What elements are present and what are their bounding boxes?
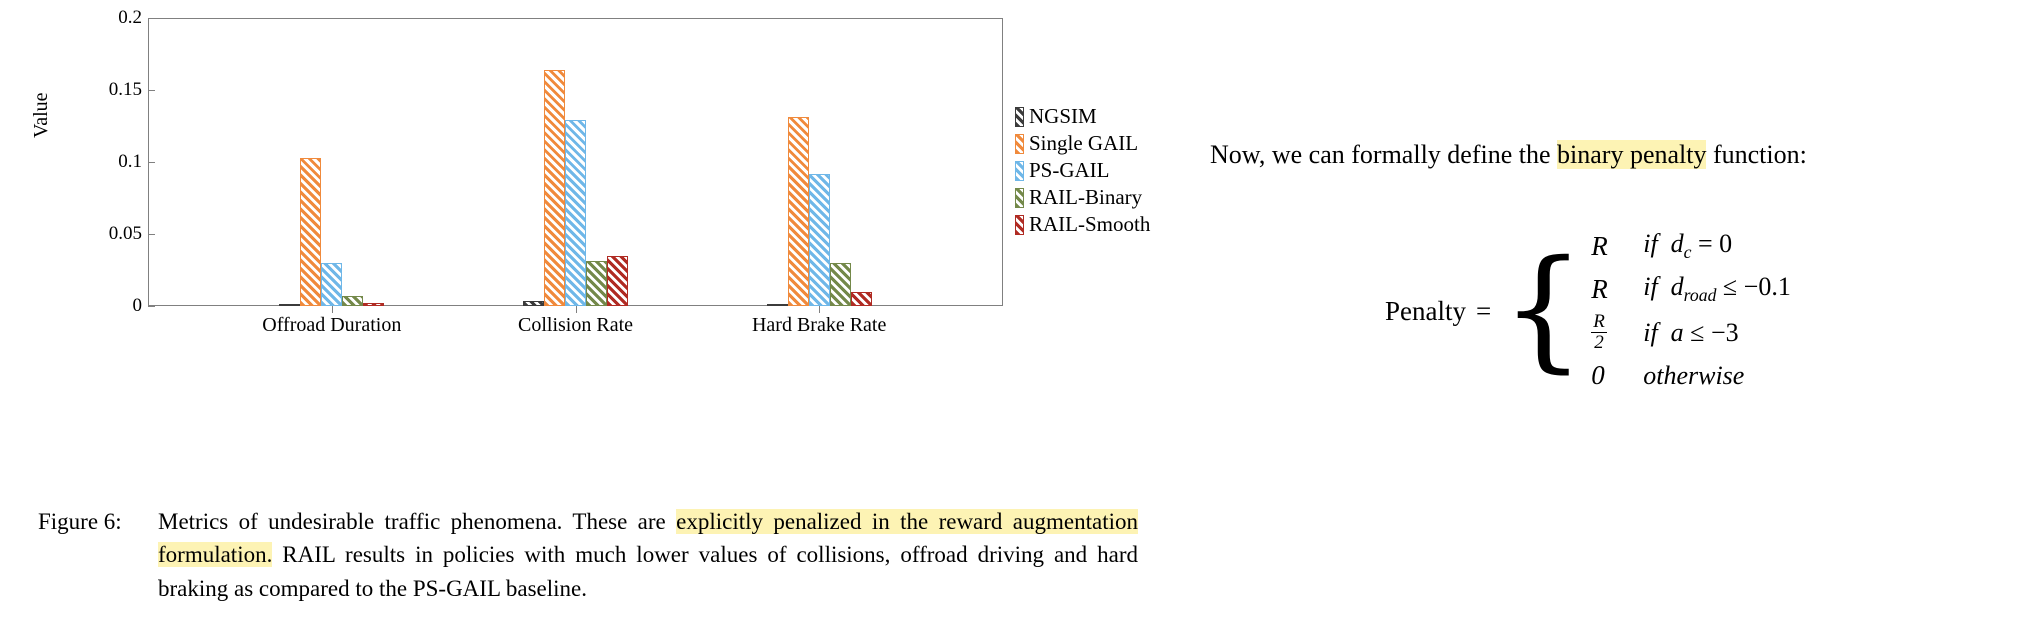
x-tick-label: Hard Brake Rate (751, 314, 887, 336)
equation-case-row (1591, 311, 1791, 354)
y-tick-mark (148, 234, 155, 235)
caption-text: Metrics of undesirable traffic phenomena. These are (158, 509, 677, 534)
legend-swatch (1015, 134, 1024, 154)
equation-case-row (1591, 354, 1791, 397)
intro-sentence (1210, 140, 1807, 170)
equation-case-condition: otherwise (1643, 360, 1745, 390)
intro-text-after: function: (1706, 140, 1807, 169)
caption-text: RAIL results in policies with much lower values of collisions, offroad driving and hard braking as compared to the PS-GAIL baseline. (158, 542, 1138, 601)
bar-group (767, 18, 872, 306)
y-tick-label: 0.05 (108, 223, 142, 244)
equation-lhs: Penalty (1385, 295, 1466, 326)
figure-caption-body (158, 505, 1138, 605)
legend-swatch (1015, 215, 1024, 235)
bar-group (279, 18, 384, 306)
x-tick-label: Offroad Duration (262, 314, 402, 336)
highlight-binary-penalty: binary penalty (1557, 140, 1707, 169)
equation-case-value: 0 (1591, 360, 1605, 390)
bar (342, 296, 363, 306)
equation-case-condition: if $d_{road} \le -0.1$ (1643, 272, 1791, 306)
bar (363, 303, 384, 306)
figure-caption (38, 505, 1138, 605)
bar (321, 263, 342, 306)
bar (586, 261, 607, 306)
bar (544, 70, 565, 306)
equation-case-row (1591, 268, 1791, 311)
left-curly-brace: { (1501, 231, 1586, 386)
bar (523, 301, 544, 306)
y-tick-label: 0.2 (118, 7, 142, 28)
y-tick-mark (148, 162, 155, 163)
legend-label: PS-GAIL (1029, 158, 1110, 182)
y-axis-title: Value (30, 92, 52, 138)
bar (809, 174, 830, 306)
bar (788, 117, 809, 306)
legend-label: NGSIM (1029, 104, 1097, 128)
y-tick-mark (148, 306, 155, 307)
chart-legend (1015, 103, 1215, 238)
legend-item (1015, 211, 1215, 238)
legend-label: RAIL-Smooth (1029, 212, 1151, 236)
text-panel (1190, 0, 2033, 644)
equation-case-value: R (1591, 231, 1608, 261)
equation-case-value: R (1591, 274, 1608, 304)
equation-case-condition: if $d_c = 0$ (1643, 229, 1733, 263)
bar-group (523, 18, 628, 306)
legend-label: Single GAIL (1029, 131, 1139, 155)
legend-swatch (1015, 161, 1024, 181)
legend-swatch (1015, 188, 1024, 208)
x-tick-mark (332, 306, 333, 313)
bar-chart (30, 7, 1151, 428)
caption-highlight: explicitly penalized in the reward augmentation formulation. (158, 509, 1138, 568)
legend-label: RAIL-Binary (1029, 185, 1143, 209)
penalty-equation (1385, 225, 1791, 397)
y-tick-label: 0 (132, 295, 142, 316)
y-tick-label: 0.1 (118, 151, 142, 172)
legend-item (1015, 130, 1215, 157)
intro-text-before: Now, we can formally define the (1210, 140, 1558, 169)
legend-item (1015, 157, 1215, 184)
legend-item (1015, 184, 1215, 211)
figure-caption-label: Figure 6: (38, 509, 122, 534)
bar (279, 304, 300, 306)
bar (851, 292, 872, 306)
legend-item (1015, 103, 1215, 130)
equation-case-condition: if a ≤ −3 (1643, 317, 1739, 347)
x-tick-label: Collision Rate (518, 314, 633, 336)
y-tick-mark (148, 18, 155, 19)
bar (830, 263, 851, 306)
legend-swatch (1015, 107, 1024, 127)
x-tick-mark (819, 306, 820, 313)
bar (607, 256, 628, 306)
equation-case-value: $\frac{R}{2}$ (1593, 311, 1605, 353)
equation-cases (1591, 225, 1791, 397)
equation-case-row (1591, 225, 1791, 268)
y-tick-label: 0.15 (108, 79, 142, 100)
equation-equals-sign: = (1476, 295, 1492, 326)
y-axis-tick-labels (80, 7, 142, 316)
bar (565, 120, 586, 306)
bar (767, 304, 788, 306)
x-tick-mark (576, 306, 577, 313)
y-tick-mark (148, 90, 155, 91)
bar (300, 158, 321, 306)
